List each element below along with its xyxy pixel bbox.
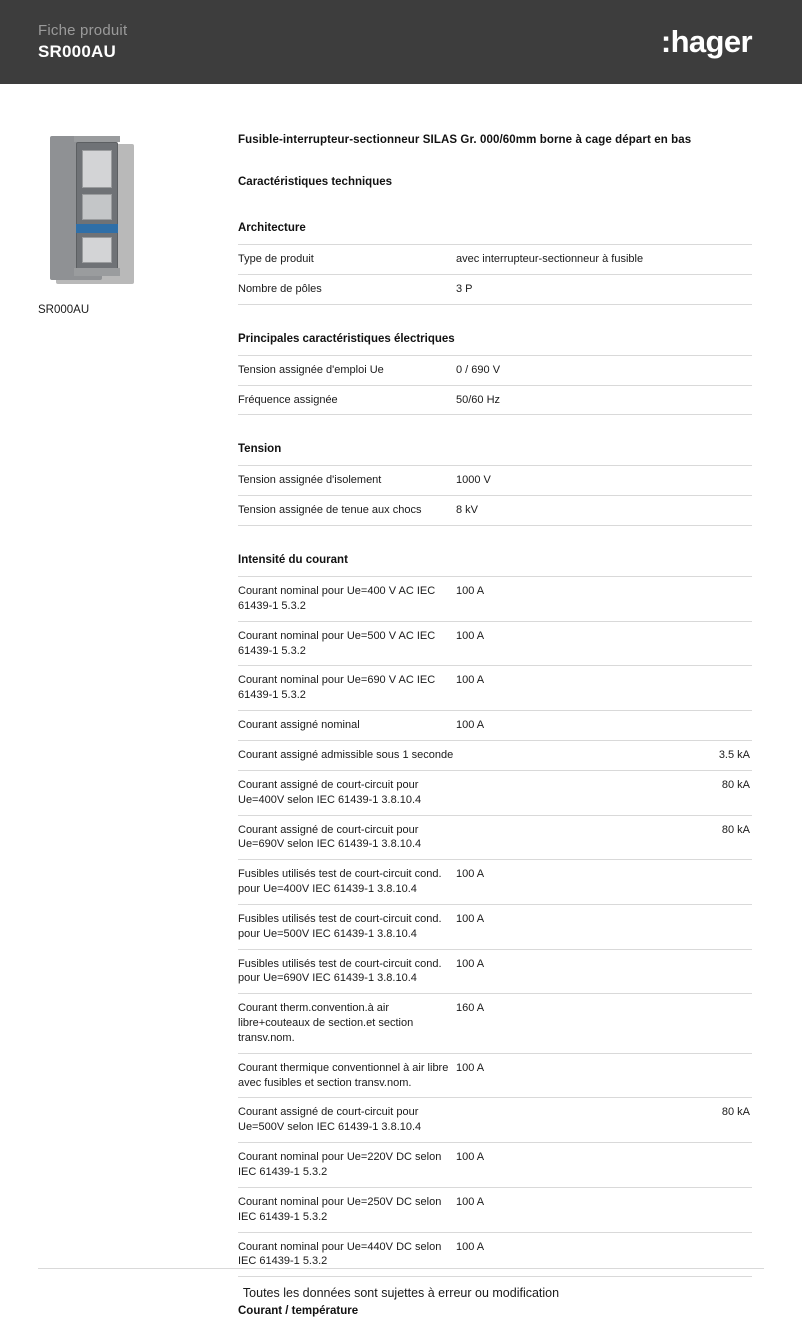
product-photo-fuse-slot-secondary: [82, 194, 112, 220]
spec-group-title: Tension: [238, 443, 282, 456]
spec-value: 160 A: [456, 1002, 485, 1015]
product-photo-bottom-slot: [82, 237, 112, 263]
table-row: [238, 577, 752, 622]
spec-group: [238, 443, 752, 526]
spec-value: 100 A: [456, 1151, 485, 1164]
spec-value: 80 kA: [721, 778, 750, 791]
product-photo-fuse-slot: [82, 150, 112, 188]
spec-value: 100 A: [456, 957, 485, 970]
footer-disclaimer: Toutes les données sont sujettes à erreur ou modification: [242, 1286, 560, 1301]
product-photo-blue-band: [76, 224, 118, 233]
table-row: [238, 860, 752, 905]
table-row: [238, 666, 752, 711]
spec-label: Tension assignée d'isolement: [238, 474, 382, 487]
spec-value: 3.5 kA: [718, 748, 750, 761]
table-row: [238, 496, 752, 526]
spec-label: Courant assigné de court-circuit pour Ue=500V selon IEC 61439-1 3.8.10.4: [238, 1106, 422, 1134]
spec-value: 100 A: [456, 912, 485, 925]
spec-table: [238, 355, 752, 416]
spec-value: 50/60 Hz: [456, 393, 501, 406]
hager-logo: :hager: [660, 24, 752, 59]
table-row: [238, 245, 752, 275]
table-row: [238, 1053, 752, 1098]
spec-value: 100 A: [456, 1061, 485, 1074]
spec-groups: [238, 222, 752, 1277]
page-footer: [38, 1268, 764, 1317]
spec-value: 100 A: [456, 1240, 485, 1253]
spec-value: 100 A: [456, 629, 485, 642]
product-photo-top-cap: [74, 136, 120, 142]
spec-label: Fusibles utilisés test de court-circuit cond. pour Ue=400V IEC 61439-1 3.8.10.4: [238, 868, 442, 896]
spec-label: Nombre de pôles: [238, 282, 322, 295]
spec-table: [238, 576, 752, 1277]
spec-group: [238, 554, 752, 1277]
spec-label: Tension assignée d'emploi Ue: [238, 363, 384, 376]
table-row: [238, 621, 752, 666]
spec-label: Type de produit: [238, 253, 314, 265]
spec-group: [238, 222, 752, 305]
spec-label: Courant thermique conventionnel à air libre avec fusibles et section transv.nom.: [238, 1061, 449, 1089]
section-title-technical-characteristics: Caractéristiques techniques: [238, 176, 393, 188]
spec-group-title: Architecture: [238, 222, 306, 234]
spec-label: Fusibles utilisés test de court-circuit cond. pour Ue=500V IEC 61439-1 3.8.10.4: [238, 912, 442, 940]
spec-label: Fusibles utilisés test de court-circuit cond. pour Ue=690V IEC 61439-1 3.8.10.4: [238, 957, 442, 985]
spec-label: Courant nominal pour Ue=220V DC selon IEC 61439-1 5.3.2: [238, 1151, 442, 1178]
product-photo-bottom-cap: [74, 268, 120, 276]
spec-column: [238, 124, 752, 1317]
page-content: [0, 84, 802, 1317]
section-title-current-temperature: Courant / température: [238, 1305, 359, 1317]
spec-group: [238, 333, 752, 416]
spec-label: Courant assigné de court-circuit pour Ue=690V selon IEC 61439-1 3.8.10.4: [238, 823, 422, 851]
spec-label: Courant assigné de court-circuit pour Ue=400V selon IEC 61439-1 3.8.10.4: [238, 778, 422, 806]
product-image-caption: SR000AU: [38, 304, 90, 316]
table-row: [238, 711, 752, 741]
table-row: [238, 815, 752, 860]
spec-label: Fréquence assignée: [238, 393, 338, 406]
spec-value: avec interrupteur-sectionneur à fusible: [456, 253, 644, 265]
table-row: [238, 466, 752, 496]
spec-value: 80 kA: [721, 823, 750, 836]
page-title: SR000AU: [38, 41, 116, 61]
spec-value: 1000 V: [456, 474, 491, 487]
spec-value: 0 / 690 V: [456, 363, 501, 376]
table-row: [238, 274, 752, 304]
product-image-column: [38, 124, 238, 1317]
spec-value: 80 kA: [721, 1106, 750, 1119]
document-kicker: Fiche produit: [38, 22, 128, 39]
spec-value: 100 A: [456, 585, 485, 598]
spec-value: 3 P: [456, 282, 473, 295]
spec-group-title: Principales caractéristiques électriques: [238, 332, 455, 345]
table-row: [238, 1187, 752, 1232]
page-header: [0, 0, 802, 84]
spec-label: Courant nominal pour Ue=400 V AC IEC 61439-1 5.3.2: [238, 585, 436, 612]
header-title-block: [38, 22, 127, 62]
product-photo: [46, 136, 156, 286]
spec-label: Courant nominal pour Ue=440V DC selon IEC 61439-1 5.3.2: [238, 1240, 442, 1268]
table-row: [238, 740, 752, 770]
spec-table: [238, 465, 752, 526]
product-description: Fusible-interrupteur-sectionneur SILAS Gr. 000/60mm borne à cage départ en bas: [238, 134, 692, 146]
table-row: [238, 994, 752, 1054]
spec-value: 100 A: [456, 719, 485, 732]
spec-value: 100 A: [456, 674, 485, 687]
spec-label: Courant nominal pour Ue=250V DC selon IEC 61439-1 5.3.2: [238, 1195, 442, 1223]
table-row: [238, 355, 752, 385]
spec-group-title: Intensité du courant: [238, 554, 348, 567]
spec-label: Courant therm.convention.à air libre+couteaux de section.et section transv.nom.: [238, 1002, 414, 1044]
spec-label: Courant assigné nominal: [238, 719, 360, 732]
table-row: [238, 385, 752, 415]
spec-label: Courant assigné admissible sous 1 seconde: [238, 748, 454, 761]
table-row: [238, 1143, 752, 1188]
spec-value: 100 A: [456, 868, 485, 881]
spec-value: 100 A: [456, 1195, 485, 1208]
table-row: [238, 904, 752, 949]
table-row: [238, 1098, 752, 1143]
spec-table: [238, 244, 752, 305]
spec-label: Courant nominal pour Ue=500 V AC IEC 61439-1 5.3.2: [238, 629, 436, 657]
table-row: [238, 770, 752, 815]
spec-label: Tension assignée de tenue aux chocs: [238, 504, 422, 517]
table-row: [238, 949, 752, 994]
spec-label: Courant nominal pour Ue=690 V AC IEC 61439-1 5.3.2: [238, 674, 436, 702]
spec-value: 8 kV: [456, 504, 479, 517]
